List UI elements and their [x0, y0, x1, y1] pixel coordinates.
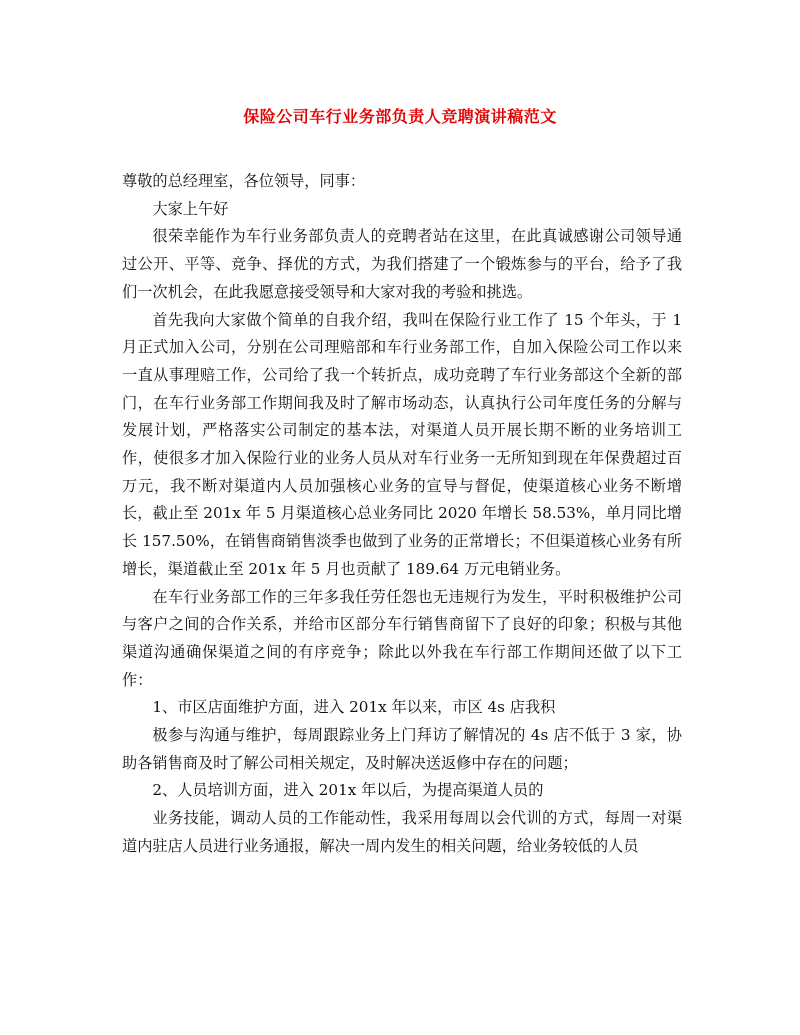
paragraph-item-1-head: 1、市区店面维护方面，进入 201x 年以来，市区 4s 店我积 — [152, 698, 556, 717]
paragraph-greeting: 大家上午好 — [152, 199, 229, 218]
paragraph-salutation: 尊敬的总经理室，各位领导，同事： — [122, 172, 365, 190]
document-title: 保险公司车行业务部负责人竞聘演讲稿范文 — [243, 107, 557, 126]
paragraph-item-2-body: 业务技能，调动人员的工作能动性，我采用每周以会代训的方式，每周一对渠道内驻店人员进行业务通报，解决一周内发生的相关问题，给业务较低的人员 — [122, 809, 682, 855]
document-body — [122, 168, 682, 861]
paragraph-thanks: 很荣幸能作为车行业务部负责人的竞聘者站在这里，在此真诚感谢公司领导通过公开、平等、竞争、择优的方式，为我们搭建了一个锻炼参与的平台，给予了我们一次机会，在此我愿意接受领导和大家对我的考验和挑选。 — [122, 227, 682, 301]
paragraph-item-1-body: 极参与沟通与维护，每周跟踪业务上门拜访了解情况的 4s 店不低于 3 家，协助各销售商及时了解公司相关规定，及时解决送返修中存在的问题； — [122, 726, 682, 772]
paragraph-work-summary: 在车行业务部工作的三年多我任劳任怨也无违规行为发生，平时积极维护公司与客户之间的合作关系，并给市区部分车行销售商留下了良好的印象；积极与其他渠道沟通确保渠道之间的有序竞争；除此以外我在车行部工作期间还做了以下工作： — [122, 587, 682, 689]
paragraph-self-intro: 首先我向大家做个简单的自我介绍，我叫在保险行业工作了 15 个年头，于 1 月正式加入公司，分别在公司理赔部和车行业务部工作，自加入保险公司工作以来一直从事理赔工作，公司给了我一个转折点，成功竞聘了车行业务部这个全新的部门，在车行业务部工作期间我及时了解市场动态，认真执行公司年度任务的分解与发展计划，严格落实公司制定的基本法，对渠道人员开展长期不断的业务培训工作，使很多才加入保险行业的业务人员从对车行业务一无所知到现在年保费超过百万元，我不断对渠道内人员加强核心业务的宣导与督促，使渠道核心业务不断增长，截止至 201x 年 5 月渠道核心总业务同比 2020 年增长 58.53%，单月同比增长 157.50%，在销售商销售淡季也做到了业务的正常增长；不但渠道核心业务有所增长，渠道截止至 201x 年 5 月也贡献了 189.64 万元电销业务。 — [122, 310, 682, 578]
paragraph-item-2-head: 2、人员培训方面，进入 201x 年以后，为提高渠道人员的 — [152, 781, 544, 800]
